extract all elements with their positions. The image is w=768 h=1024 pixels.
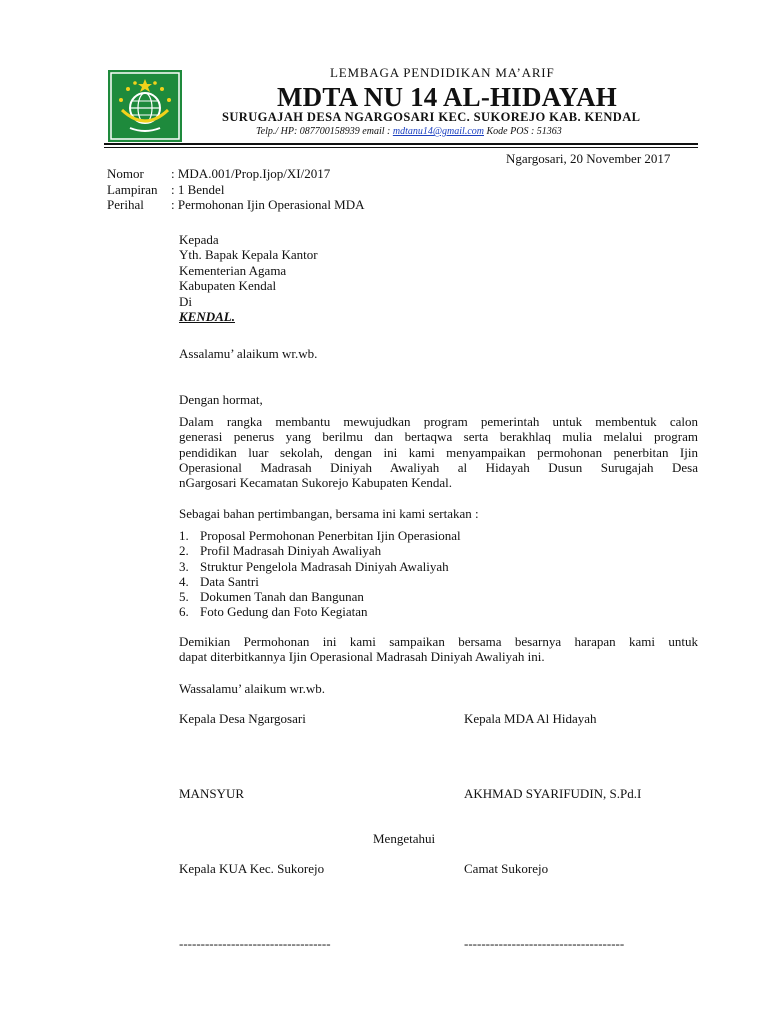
body-line: Dalam rangka membantu mewujudkan program pemerintah untuk membentuk calon xyxy=(179,414,698,429)
list-item: 4. Data Santri xyxy=(179,574,259,589)
list-item: 3. Struktur Pengelola Madrasah Diniyah Awaliyah xyxy=(179,559,449,574)
closing-line: dapat diterbitkannya Ijin Operasional Madrasah Diniyah Awaliyah ini. xyxy=(179,649,545,665)
letter-date: Ngargosari, 20 November 2017 xyxy=(506,151,671,166)
signature-name-right: AKHMAD SYARIFUDIN, S.Pd.I xyxy=(464,786,642,801)
body-line: nGargosari Kecamatan Sukorejo Kabupaten Kendal. xyxy=(179,475,453,491)
recipient-line: Yth. Bapak Kepala Kantor xyxy=(179,247,318,262)
body-paragraph xyxy=(179,414,698,490)
contact-line xyxy=(256,126,562,137)
contact-prefix: Telp./ HP: 087700158939 email : xyxy=(256,126,393,137)
closing-line: Demikian Permohonan ini kami sampaikan bersama besarnya harapan kami untuk xyxy=(179,634,698,649)
greeting: Dengan hormat, xyxy=(179,392,263,407)
meta-value-nomor: : MDA.001/Prop.Ijop/XI/2017 xyxy=(171,166,331,181)
list-item: 1. Proposal Permohonan Penerbitan Ijin Operasional xyxy=(179,528,461,543)
school-address: SURUGAJAH DESA NGARGOSARI KEC. SUKOREJO KAB. KENDAL xyxy=(222,110,641,124)
recipient-city: KENDAL. xyxy=(179,309,235,324)
school-name: MDTA NU 14 AL-HIDAYAH xyxy=(277,82,617,112)
signature-blank-right: ------------------------------------- xyxy=(464,936,625,951)
meta-value-perihal: : Permohonan Ijin Operasional MDA xyxy=(171,197,365,212)
recipient-line: Kementerian Agama xyxy=(179,263,287,278)
body-line: generasi penerus yang berilmu dan bertaqwa serta berakhlaq mulia melalui program xyxy=(179,429,698,445)
signature-title-left: Kepala Desa Ngargosari xyxy=(179,711,306,726)
list-item: 6. Foto Gedung dan Foto Kegiatan xyxy=(179,604,368,619)
recipient-line: Kabupaten Kendal xyxy=(179,278,277,293)
meta-label-perihal: Perihal xyxy=(107,197,144,212)
meta-label-nomor: Nomor xyxy=(107,166,144,181)
signature-name-left: MANSYUR xyxy=(179,786,245,801)
signature-title-left-2: Kepala KUA Kec. Sukorejo xyxy=(179,861,325,876)
meta-value-lampiran: : 1 Bendel xyxy=(171,182,225,197)
list-item: 5. Dokumen Tanah dan Bangunan xyxy=(179,589,364,604)
closing-paragraph xyxy=(179,634,698,665)
letterhead-divider-thick xyxy=(104,143,698,145)
body-line: Operasional Madrasah Diniyah Awaliyah al Hidayah Dusun Surugajah Desa xyxy=(179,459,698,475)
closing-salutation: Wassalamu’ alaikum wr.wb. xyxy=(179,681,326,696)
signature-title-right-2: Camat Sukorejo xyxy=(464,861,549,876)
body-line: pendidikan luar sekolah, dengan ini kami menyampaikan permohonan penerbitan Ijin xyxy=(179,444,698,460)
recipient-line: Kepada xyxy=(179,232,219,247)
list-item: 2. Profil Madrasah Diniyah Awaliyah xyxy=(179,543,382,558)
attachments-intro: Sebagai bahan pertimbangan, bersama ini kami sertakan : xyxy=(179,506,479,521)
organization-name: LEMBAGA PENDIDIKAN MA’ARIF xyxy=(330,65,555,80)
recipient-line: Di xyxy=(179,294,192,309)
nu-logo-icon xyxy=(108,70,182,142)
postal-code: Kode POS : 51363 xyxy=(484,126,562,137)
opening-salutation: Assalamu’ alaikum wr.wb. xyxy=(179,346,318,361)
email-link[interactable]: mdtanu14@gmail.com xyxy=(392,126,484,137)
signature-title-right: Kepala MDA Al Hidayah xyxy=(464,711,597,726)
letterhead-divider-thin xyxy=(104,147,698,148)
meta-label-lampiran: Lampiran xyxy=(107,182,158,197)
acknowledge-label: Mengetahui xyxy=(373,831,436,846)
signature-blank-left: ----------------------------------- xyxy=(179,936,331,951)
